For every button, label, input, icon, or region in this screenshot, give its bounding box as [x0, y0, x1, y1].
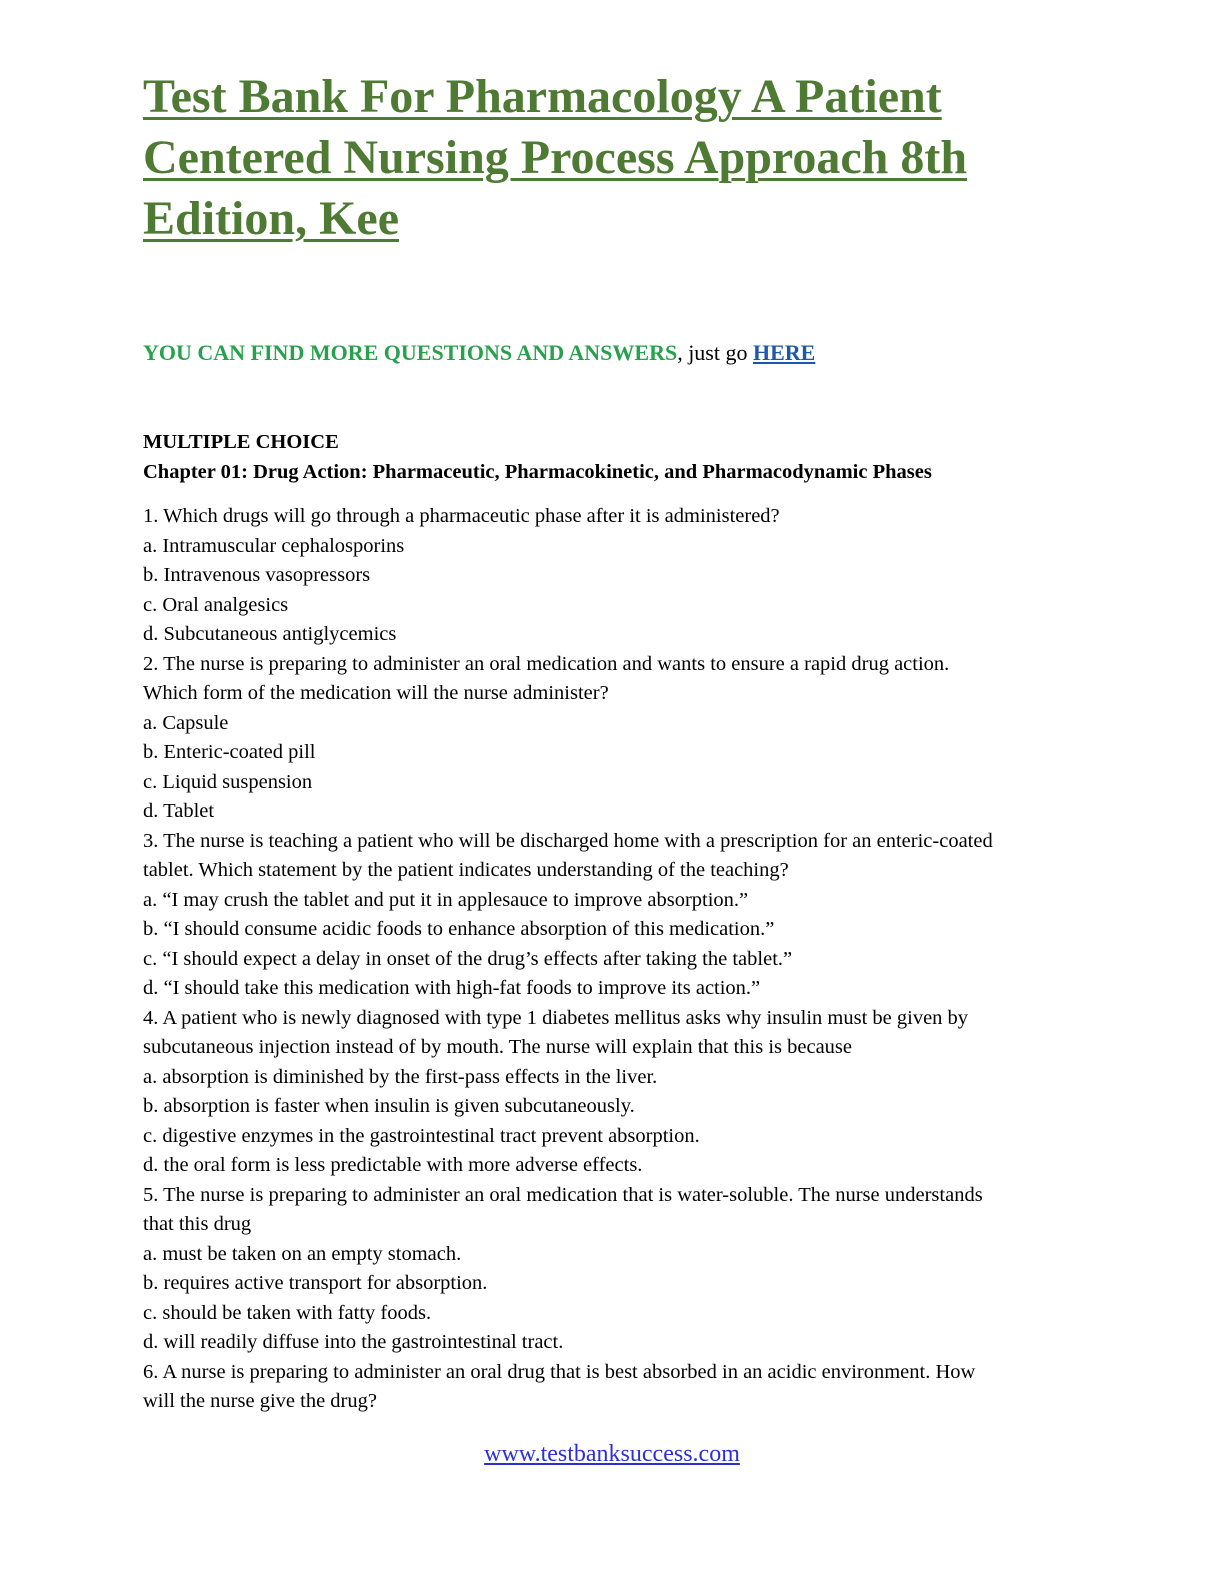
promo-line [143, 339, 815, 367]
answer-option: a. Capsule [143, 711, 229, 734]
question-stem: 5. The nurse is preparing to administer an oral medication that is water-soluble. The nurse understands [143, 1183, 983, 1206]
question-stem-continued: will the nurse give the drug? [143, 1390, 377, 1412]
here-link[interactable]: HERE [752, 340, 816, 365]
answer-option: d. Subcutaneous antiglycemics [143, 623, 397, 645]
answer-option: c. Oral analgesics [143, 593, 289, 616]
question-stem-continued: subcutaneous injection instead of by mouth. The nurse will explain that this is because [143, 1036, 853, 1058]
question-stem: 4. A patient who is newly diagnosed with type 1 diabetes mellitus asks why insulin must be given by [143, 1006, 969, 1029]
question-stem: 3. The nurse is teaching a patient who will be discharged home with a prescription for an enteric-coated [143, 829, 993, 852]
question-stem-continued: tablet. Which statement by the patient indicates understanding of the teaching? [143, 859, 789, 881]
answer-option: d. the oral form is less predictable with more adverse effects. [143, 1154, 643, 1176]
answer-option: d. Tablet [143, 800, 215, 822]
answer-option: a. absorption is diminished by the first-pass effects in the liver. [143, 1065, 658, 1088]
question-list [143, 502, 1143, 1417]
chapter-title: Chapter 01: Drug Action: Pharmaceutic, Pharmacokinetic, and Pharmacodynamic Phases [143, 461, 932, 483]
answer-option: b. Enteric-coated pill [143, 741, 316, 763]
footer [0, 1439, 1224, 1469]
answer-option: b. “I should consume acidic foods to enhance absorption of this medication.” [143, 918, 775, 940]
answer-option: a. Intramuscular cephalosporins [143, 534, 405, 557]
answer-option: d. “I should take this medication with high-fat foods to improve its action.” [143, 977, 761, 999]
answer-option: a. “I may crush the tablet and put it in applesauce to improve absorption.” [143, 888, 749, 911]
question-stem: 6. A nurse is preparing to administer an oral drug that is best absorbed in an acidic environment. How [143, 1360, 976, 1383]
question-stem: 1. Which drugs will go through a pharmaceutic phase after it is administered? [143, 505, 780, 527]
promo-highlight: YOU CAN FIND MORE QUESTIONS AND ANSWERS [143, 340, 678, 365]
document-title [143, 66, 1103, 249]
section-heading: MULTIPLE CHOICE [143, 431, 339, 453]
question-stem-continued: that this drug [143, 1213, 252, 1235]
promo-text: , just go [677, 340, 753, 365]
question-stem: 2. The nurse is preparing to administer an oral medication and wants to ensure a rapid drug action. [143, 652, 950, 675]
answer-option: b. absorption is faster when insulin is given subcutaneously. [143, 1095, 635, 1117]
title-line: Edition, Kee [143, 192, 400, 245]
answer-option: c. should be taken with fatty foods. [143, 1301, 432, 1324]
answer-option: c. Liquid suspension [143, 770, 313, 793]
answer-option: d. will readily diffuse into the gastrointestinal tract. [143, 1331, 564, 1353]
title-line: Centered Nursing Process Approach 8th [143, 131, 968, 184]
question-stem-continued: Which form of the medication will the nurse administer? [143, 682, 609, 704]
answer-option: c. “I should expect a delay in onset of the drug’s effects after taking the tablet.” [143, 947, 793, 970]
section-header [143, 427, 1143, 487]
answer-option: b. Intravenous vasopressors [143, 564, 371, 586]
answer-option: c. digestive enzymes in the gastrointestinal tract prevent absorption. [143, 1124, 700, 1147]
answer-option: b. requires active transport for absorption. [143, 1272, 488, 1294]
answer-option: a. must be taken on an empty stomach. [143, 1242, 462, 1265]
title-line: Test Bank For Pharmacology A Patient [143, 70, 942, 123]
footer-link[interactable]: www.testbanksuccess.com [484, 1441, 740, 1467]
